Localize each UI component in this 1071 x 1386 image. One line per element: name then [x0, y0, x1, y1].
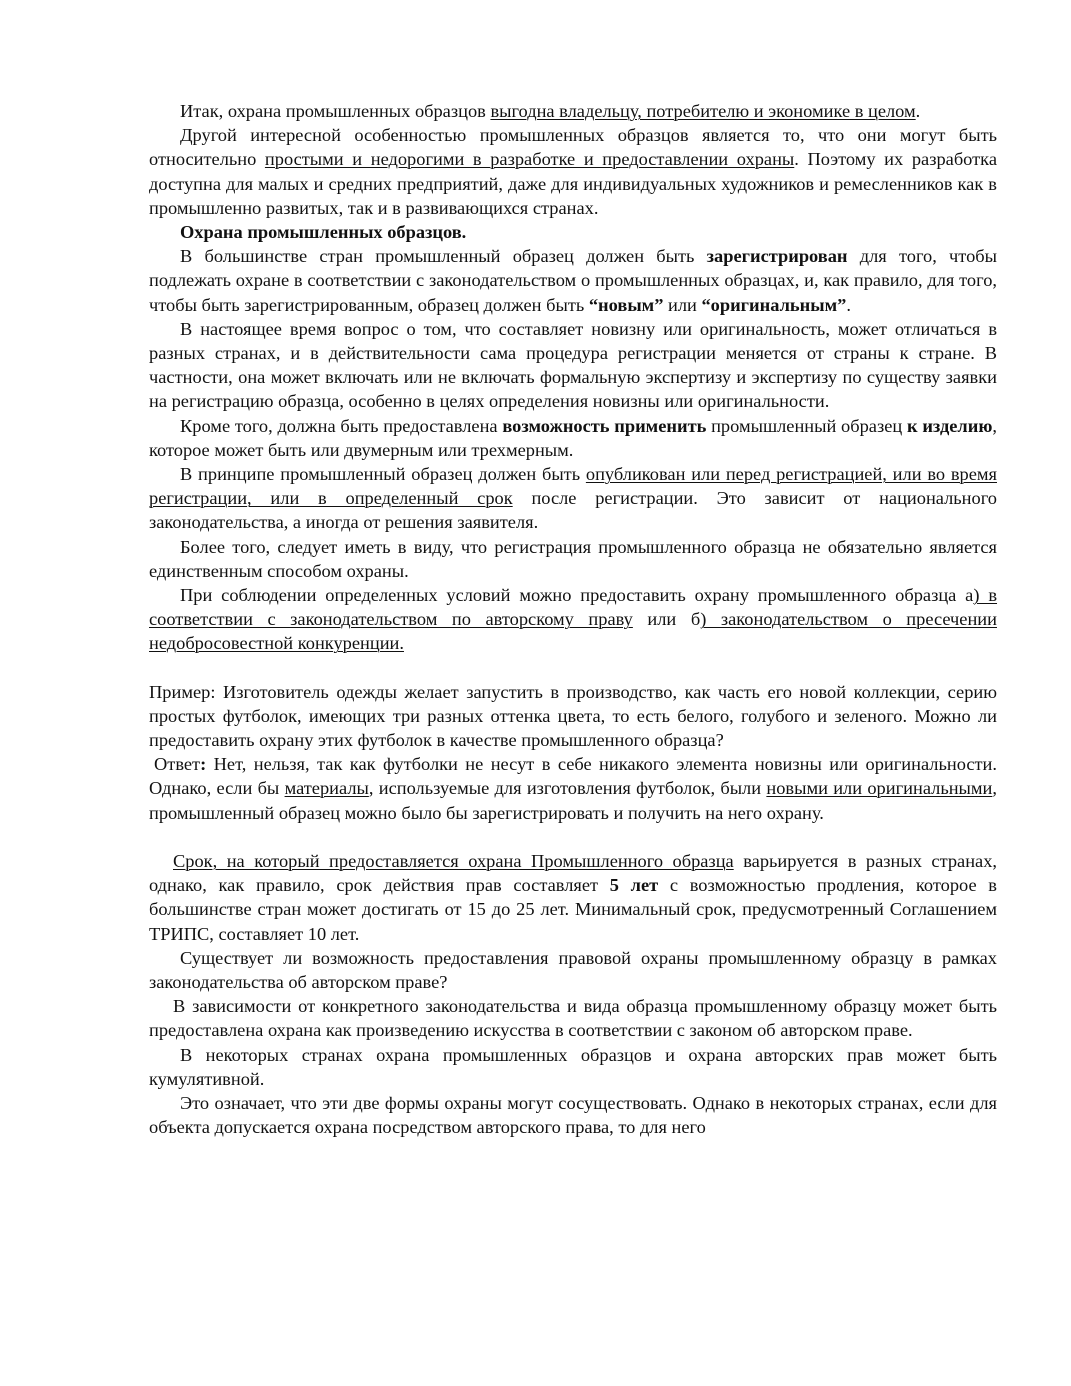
paragraph-p13 [149, 946, 997, 994]
text-run: варьируется в разных странах, однако, как правило, срок действия прав составляет [149, 850, 997, 896]
text-run: для того, чтобы подлежать охране в соответствии с законодательством о промышленных образцах, и, как правило, для того, чтобы быть зарегистрированным, образец должен быть [149, 246, 998, 315]
underlined-text: материалы [284, 778, 369, 799]
text-run: или [663, 294, 702, 315]
text-run: При соблюдении определенных условий можно предоставить охрану промышленного образца а [180, 585, 974, 606]
text-run: , используемые для изготовления футболок, были [368, 778, 767, 799]
underlined-text: ) в соответствии с законодательством по авторскому праву [149, 585, 998, 630]
text-run: В большинстве стран промышленный образец должен быть [180, 246, 707, 267]
text-run: В настоящее время вопрос о том, что составляет новизну или оригинальность, может отличаться в разных странах, и в действительности сама процедура регистрации меняется от страны к стране. В частности, она может включать или не включать формальную экспертизу и экспертизу по существу заявки на регистрацию образца, особенно в целях определения новизны или оригинальности. [149, 318, 997, 412]
text-run: . [915, 101, 921, 121]
underlined-text: новыми или оригинальными [766, 778, 993, 799]
bold-text: Охрана промышленных образцов. [180, 222, 467, 243]
text-run: В принципе промышленный образец должен быть [180, 464, 586, 485]
document-page [149, 99, 997, 1139]
paragraph-p10 [149, 680, 997, 753]
text-run: Пример: Изготовитель одежды желает запустить в производство, как часть его новой коллекции, серию простых футболок, имеющих три разных оттенка цвета, то есть белого, голубого и зеленого. Можно ли предоставить охрану этих футболок в качестве промышленного образца? [149, 681, 997, 751]
text-run: Существует ли возможность предоставления правовой охраны промышленному образцу в рамках законодательства об авторском праве? [149, 947, 997, 992]
paragraph-p14 [149, 994, 997, 1042]
text-run: Другой интересной особенностью промышленных образцов является то, что они могут быть относительно [149, 125, 997, 170]
bold-text: “оригинальным” [701, 294, 847, 315]
paragraph-p4 [149, 244, 997, 317]
underlined-text: простыми и недорогими в разработке и предоставлении охраны [264, 149, 795, 170]
text-run: , которое может быть или двумерным или трехмерным. [149, 415, 998, 460]
text-run: Более того, следует иметь в виду, что регистрация промышленного образца не обязательно является единственным способом охраны. [149, 536, 997, 581]
paragraph-p11 [149, 752, 997, 825]
text-run: Это означает, что эти две формы охраны могут сосуществовать. Однако в некоторых странах, если для объекта допускается охрана посредством авторского права, то для него [149, 1092, 997, 1138]
bold-text: “новым” [588, 294, 664, 315]
underlined-text: ) законодательством о пресечении недобросовестной конкуренции. [149, 609, 997, 654]
text-run: после регистрации. Это зависит от национального законодательства, а иногда от решения заявителя. [149, 488, 997, 533]
text-run: Кроме того, должна быть предоставлена [180, 415, 503, 436]
paragraph-spacer [149, 656, 997, 680]
paragraph-p12 [149, 849, 997, 946]
paragraph-p1 [149, 99, 997, 123]
bold-text: : [200, 754, 207, 775]
paragraph-p9 [149, 583, 997, 656]
bold-text: 5 лет [609, 875, 659, 896]
text-run: В некоторых странах охрана промышленных образцов и охрана авторских прав может быть кумулятивной. [149, 1044, 997, 1089]
text-run: с возможностью продления, которое в большинстве стран может достигать от 15 до 25 лет. Минимальный срок, предусмотренный Соглашением ТРИПС, составляет 10 лет. [149, 875, 997, 944]
paragraph-p16 [149, 1091, 997, 1139]
paragraph-spacer [149, 825, 997, 849]
text-run: Нет, нельзя, так как футболки не несут в себе никакого элемента новизны или оригинальности. Однако, если бы [149, 754, 997, 799]
underlined-text: выгодна владельцу, потребителю и экономике в целом [490, 101, 916, 121]
bold-text: возможность применить [502, 415, 707, 436]
bold-text: зарегистрирован [706, 246, 848, 267]
bold-text: к изделию [906, 415, 993, 436]
text-run: промышленный образец [706, 415, 907, 436]
text-run: . [846, 294, 851, 315]
paragraph-p2 [149, 123, 997, 220]
paragraph-p6 [149, 414, 997, 462]
text-run: . Поэтому их разработка доступна для малых и средних предприятий, даже для индивидуальных художников и ремесленников как в промышленно развитых, так и в развивающихся странах. [149, 149, 997, 218]
text-run: Ответ [154, 754, 201, 775]
underlined-text: опубликован или перед регистрацией, или во время регистрации, или в определенный срок [149, 464, 997, 509]
underlined-text: Срок, на который предоставляется охрана Промышленного образца [173, 850, 734, 871]
text-run: Итак, охрана промышленных образцов [180, 101, 491, 121]
text-run: или б [632, 609, 701, 630]
paragraph-p3 [149, 220, 997, 244]
paragraph-p15 [149, 1043, 997, 1091]
paragraph-p5 [149, 317, 997, 414]
text-run: В зависимости от конкретного законодательства и вида образца промышленному образцу может быть предоставлена охрана как произведению искусства в соответствии с законом об авторском праве. [149, 996, 997, 1041]
paragraph-p8 [149, 535, 997, 583]
paragraph-p7 [149, 462, 997, 535]
text-run: , промышленный образец можно было бы зарегистрировать и получить на него охрану. [149, 778, 997, 823]
